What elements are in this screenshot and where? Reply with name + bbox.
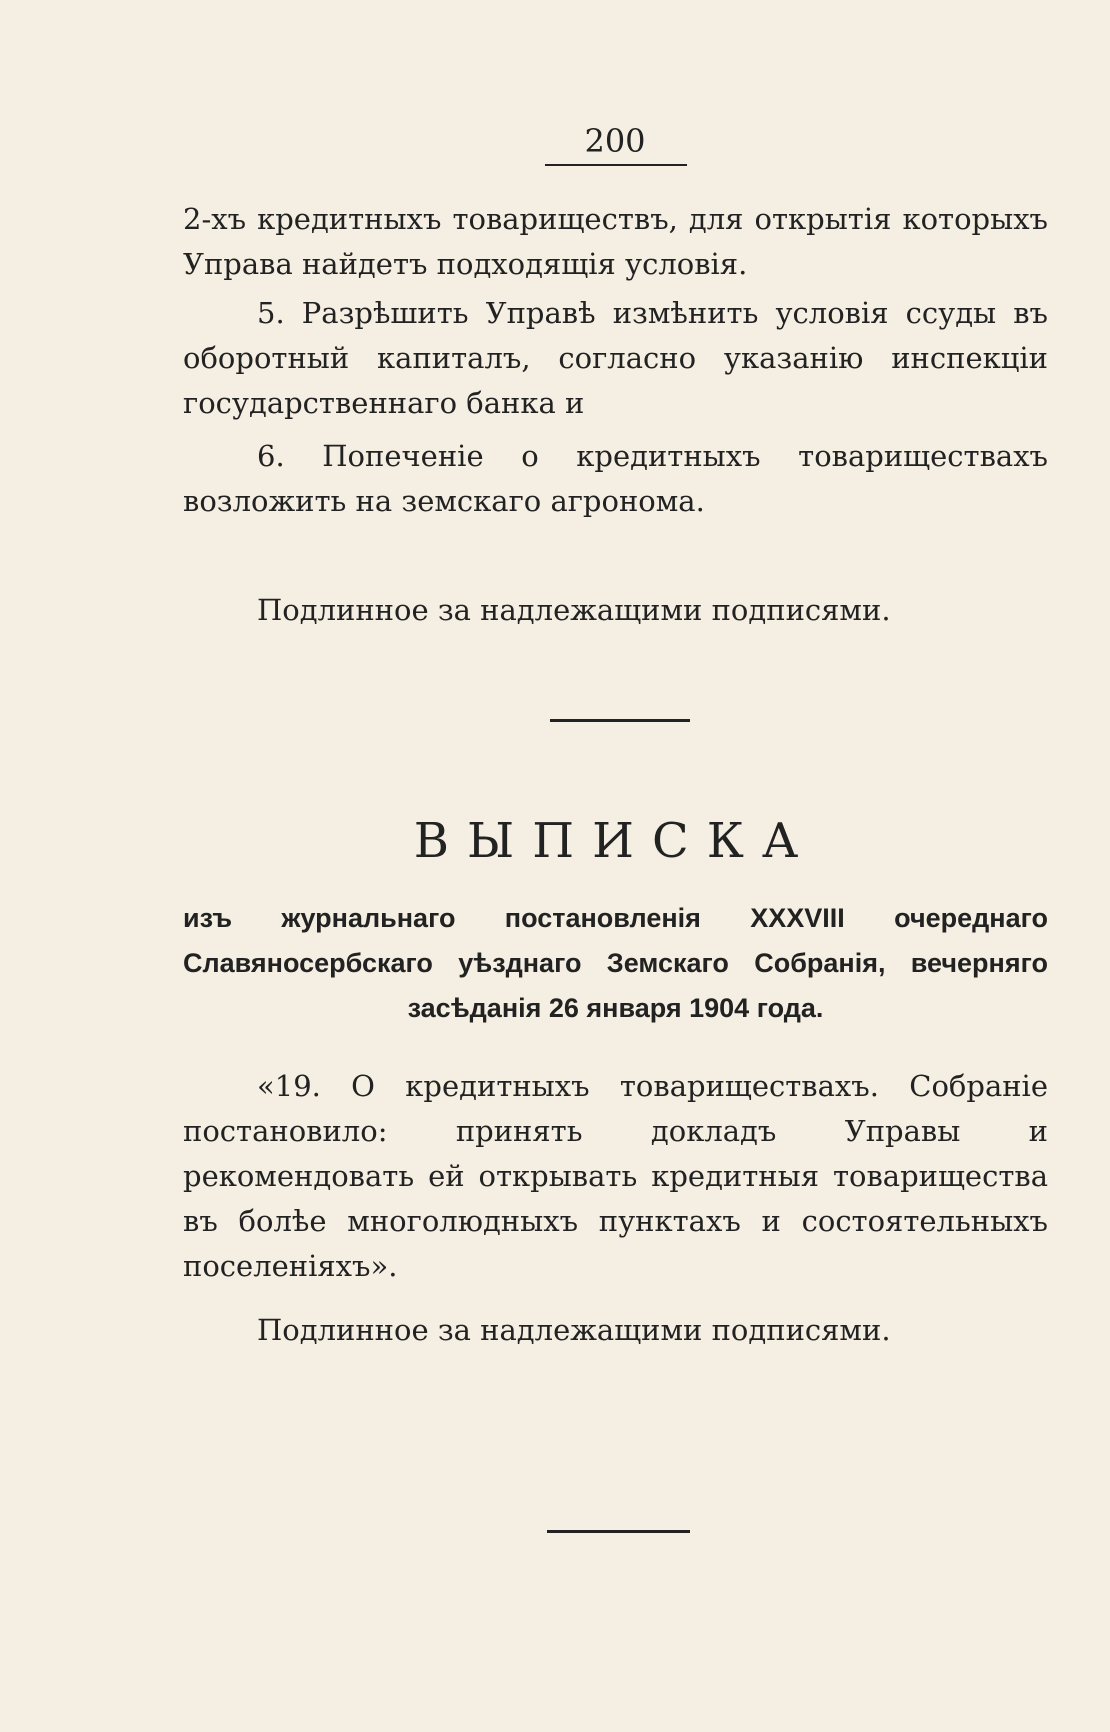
paragraph-item-6: 6. Попеченіе о кредитныхъ товариществахъ возложить на земскаго агронома. — [183, 439, 1048, 518]
signature-note-2: Подлинное за надлежащими подписями. — [257, 1313, 891, 1347]
signature-note-1: Подлинное за надлежащими подписями. — [257, 593, 891, 627]
paragraph-continuation: 2-хъ кредитныхъ товариществъ, для открытія которыхъ Управа найдетъ подходящія условія. — [183, 202, 1048, 281]
page-number: 200 — [584, 122, 646, 160]
resolution-paragraph: «19. О кредитныхъ товариществахъ. Собраніе постановило: принять докладъ Управы и рекомендовать ей открывать кредитныя товарищества въ болѣе многолюдныхъ пунктахъ и состоятельныхъ поселеніяхъ». — [183, 1069, 1048, 1283]
paragraph-item-5: 5. Разрѣшить Управѣ измѣнить условія ссуды въ оборотный капиталъ, согласно указанію инспекціи государственнаго банка и — [183, 296, 1048, 420]
end-divider — [547, 1530, 690, 1533]
section-divider — [550, 719, 690, 722]
page-number-rule — [545, 164, 687, 166]
extract-subtitle: изъ журнальнаго постановленія XXXVIII очереднаго Славяносербскаго уѣзднаго Земскаго Собранія, вечерняго засѣданія 26 января 1904 года. — [183, 903, 1048, 1023]
extract-title: ВЫПИСКА — [413, 813, 817, 869]
